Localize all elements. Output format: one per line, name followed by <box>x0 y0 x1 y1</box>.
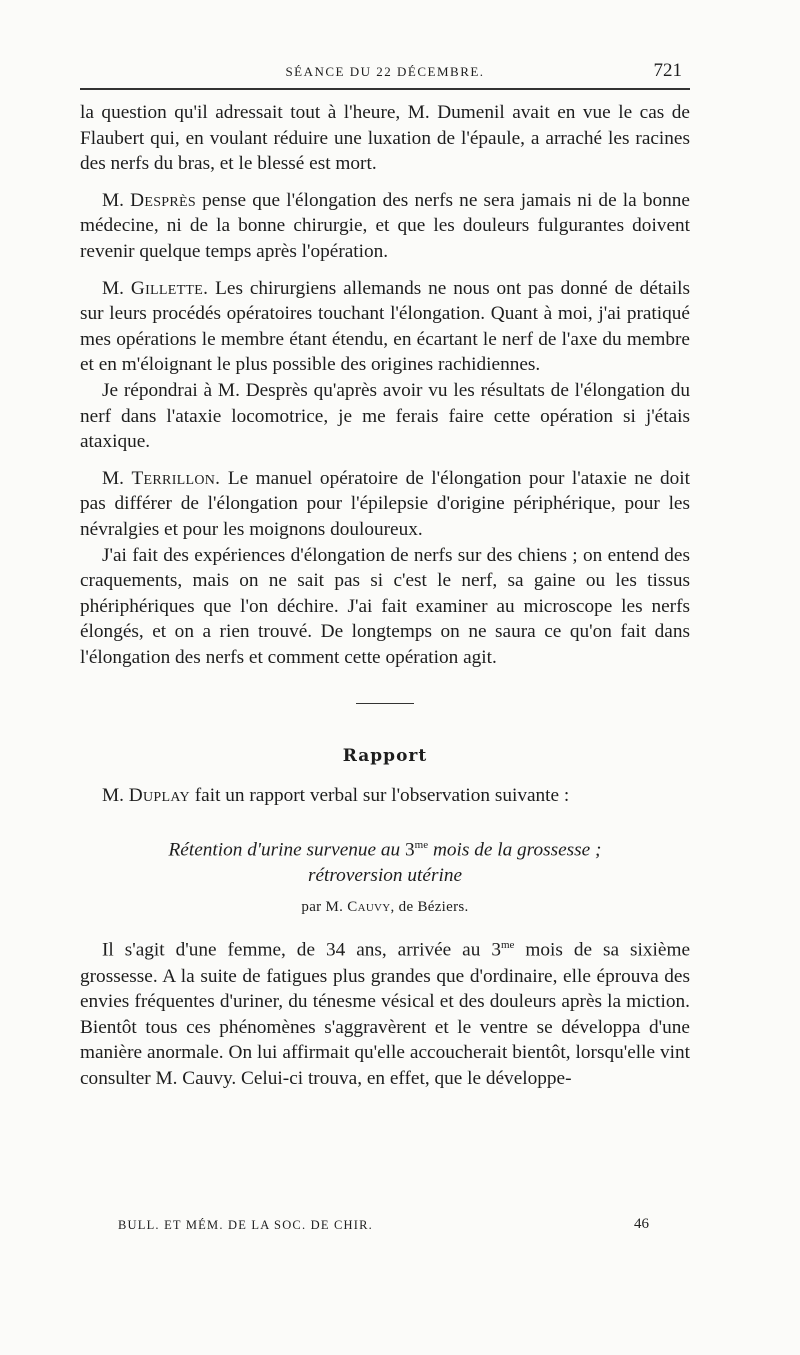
journal-reference: BULL. ET MÉM. DE LA SOC. DE CHIR. <box>118 1218 373 1232</box>
case-paragraph: Il s'agit d'une femme, de 34 ans, arrivée au $3^{me}$ mois de sa sixième grossesse. A la suite de fatigues plus grandes que d'ordinaire, elle éprouva des envies fréquentes d'uriner, du ténesme vésical et des douleurs après la miction. Bientôt tous ces phénomènes s'aggravèrent et le ventre se développa d'une manière anormale. On lui affirmait qu'elle accoucherait bientôt, lorsqu'elle vint consulter M. Cauvy. Celui-ci trouva, en effet, que le développe- <box>80 939 690 1089</box>
author-name: Cauvy <box>347 899 391 916</box>
running-title: SÉANCE DU 22 DÉCEMBRE. <box>285 64 485 79</box>
header-rule <box>80 88 690 90</box>
paragraph-terrillon <box>80 466 690 543</box>
signature-number: 46 <box>634 1216 649 1232</box>
speaker-prefix: M. <box>102 189 124 211</box>
speaker-prefix: M. <box>102 467 124 489</box>
page-footer <box>118 1216 653 1236</box>
observation-subtitle: rétroversion utérine <box>307 865 463 887</box>
paragraph-text: Les chirurgiens allemands ne nous ont pas donné de détails sur leurs procédés opératoires touchant l'élongation. Quant à moi, j'ai pratiqué mes opérations le membre étant étendu, en écartant le nerf de l'axe du membre et en m'éloignant le plus possible des origines rachidiennes. <box>80 277 690 376</box>
speaker-name: Terrillon. <box>131 467 221 489</box>
paragraph-gillette-reply: Je répondrai à M. Desprès qu'après avoir vu les résultats de l'élongation du nerf dans l'ataxie locomotrice, je me ferais faire cette opération si j'étais ataxique. <box>80 379 690 453</box>
running-header <box>80 56 690 86</box>
paragraph-continuation: la question qu'il adressait tout à l'heure, M. Dumenil avait en vue le cas de Flaubert qui, en voulant réduire une luxation de l'épaule, a arraché les racines des nerfs du bras, et le blessé est mort. <box>80 102 690 175</box>
byline: par M. Cauvy, de Béziers. <box>301 899 469 916</box>
paragraph-despres <box>80 188 690 265</box>
section-separator <box>356 703 414 704</box>
speaker-prefix: M. <box>102 785 124 807</box>
speaker-name: Gillette. <box>130 277 209 299</box>
paragraph-terrillon-experiments: J'ai fait des expériences d'élongation de nerfs sur des chiens ; on entend des craquements, mais on ne sait pas si c'est le nerf, sa gaine ou les tissus phériphériques que l'on déchire. J'ai fait examiner au microscope les nerfs élongés, et on a rien trouvé. De longtemps on ne saura ce qu'on fait dans l'élongation des nerfs et comment cette opération agit. <box>80 544 690 668</box>
paragraph-text: pense que l'élongation des nerfs ne sera jamais ni de la bonne médecine, ni de la bonne chirurgie, et que les douleurs fulgurantes doivent revenir quelque temps après l'opération. <box>80 189 690 262</box>
paragraph-text: Le manuel opératoire de l'élongation pour l'ataxie ne doit pas différer de l'élongation pour l'épilepsie d'origine périphérique, pour les névralgies et pour les moignons douloureux. <box>80 467 690 540</box>
speaker-name: Duplay <box>128 785 190 807</box>
speaker-name: Desprès <box>130 189 196 211</box>
speaker-prefix: M. <box>102 277 124 299</box>
paragraph-gillette <box>80 276 690 378</box>
page-number: 721 <box>653 60 682 81</box>
paragraph-text: fait un rapport verbal sur l'observation suivante : <box>194 785 570 807</box>
observation-title: Rétention d'urine survenue au $3^{me}$ mois de la grossesse ; rétroversion utérine <box>168 839 602 887</box>
section-heading: Rapport <box>342 746 428 767</box>
page <box>80 56 690 1091</box>
report-intro <box>80 783 690 809</box>
